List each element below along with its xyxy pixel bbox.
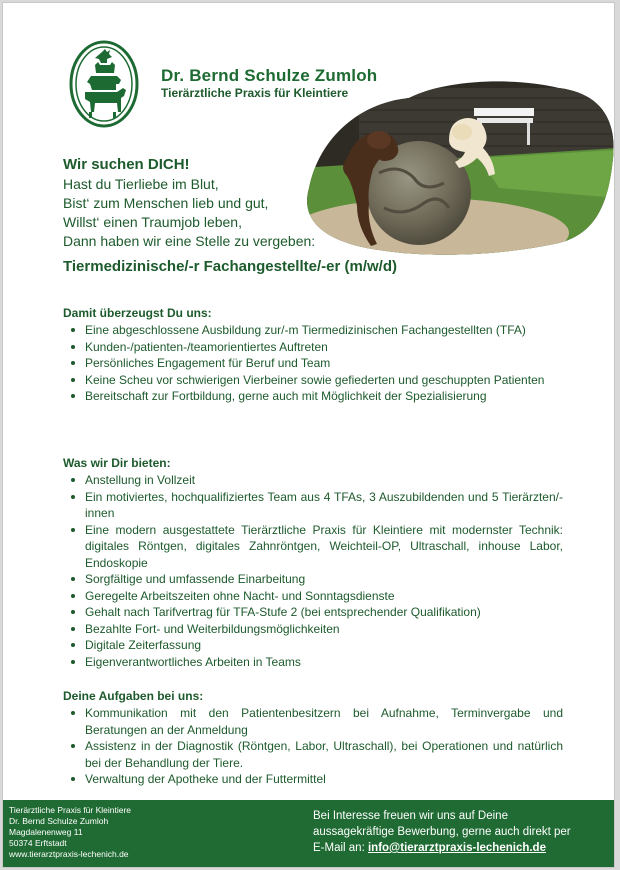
list-item: Eine abgeschlossene Ausbildung zur/-m Tiermedizinischen Fachangestellten (TFA)	[63, 322, 563, 339]
dogs-on-globe-photo	[299, 58, 615, 258]
address-line: Tierärztliche Praxis für Kleintiere	[9, 805, 132, 815]
email-link[interactable]: info@tierarztpraxis-lechenich.de	[367, 842, 546, 854]
practice-subtitle: Tierärztliche Praxis für Kleintiere	[161, 86, 349, 100]
offer-heading: Was wir Dir bieten:	[63, 456, 171, 470]
address-line: Magdalenenweg 11	[9, 827, 83, 837]
tasks-list	[63, 705, 563, 788]
list-item: Keine Scheu vor schwierigen Vierbeiner sowie gefiederten und geschuppten Patienten	[63, 372, 563, 389]
list-item: Persönliches Engagement für Beruf und Team	[63, 355, 563, 372]
list-item: Kunden-/patienten-/teamorientiertes Auftreten	[63, 339, 563, 356]
footer-address	[9, 805, 131, 860]
cta-line: Bei Interesse freuen wir uns auf Deine	[313, 810, 508, 822]
tasks-heading: Deine Aufgaben bei uns:	[63, 689, 204, 703]
offer-list	[63, 472, 563, 670]
list-item: Kommunikation mit den Patientenbesitzern bei Aufnahme, Terminvergabe und Beratungen an der Anmeldung	[63, 705, 563, 738]
headline-line: Dann haben wir eine Stelle zu vergeben:	[63, 233, 316, 249]
list-item: Ein motiviertes, hochqualifiziertes Team aus 4 TFAs, 3 Auszubildenden und 5 Tierärzten/-innen	[63, 489, 563, 522]
cta-email-line	[313, 840, 611, 856]
headline-line: Hast du Tierliebe im Blut,	[63, 176, 219, 192]
list-item: Eigenverantwortliches Arbeiten in Teams	[63, 654, 563, 671]
headline-block	[63, 155, 315, 251]
headline-line: Bist‘ zum Menschen lieb und gut,	[63, 195, 269, 211]
requirements-heading: Damit überzeugst Du uns:	[63, 306, 212, 320]
footer-call-to-action	[313, 808, 611, 856]
list-item: Bereitschaft zur Fortbildung, gerne auch mit Möglichkeit der Spezialisierung	[63, 388, 563, 405]
list-item: Bezahlte Fort- und Weiterbildungsmöglichkeiten	[63, 621, 563, 638]
requirements-section	[63, 306, 563, 405]
address-line: Dr. Bernd Schulze Zumloh	[9, 816, 109, 826]
headline-line: Willst‘ einen Traumjob leben,	[63, 214, 242, 230]
list-item: Assistenz in der Diagnostik (Röntgen, Labor, Ultraschall), bei Operationen und natürlich bei der Behandlung der Tiere.	[63, 738, 563, 771]
list-item: Geregelte Arbeitszeiten ohne Nacht- und Sonntagsdienste	[63, 588, 563, 605]
cta-line: aussagekräftige Bewerbung, gerne auch direkt per	[313, 826, 571, 838]
list-item: Sorgfältige und umfassende Einarbeitung	[63, 571, 563, 588]
job-title: Tiermedizinische/-r Fachangestellte/-er (m/w/d)	[63, 258, 397, 275]
practice-name: Dr. Bernd Schulze Zumloh	[161, 66, 378, 85]
footer-bar	[3, 800, 614, 868]
headline-title: Wir suchen DICH!	[63, 156, 190, 173]
list-item: Gehalt nach Tarifvertrag für TFA-Stufe 2 (bei entsprechender Qualifikation)	[63, 604, 563, 621]
job-posting-page	[2, 2, 615, 868]
website-link[interactable]: www.tierarztpraxis-lechenich.de	[9, 849, 129, 859]
tasks-section	[63, 689, 563, 788]
cta-email-prefix: E-Mail an:	[313, 842, 368, 854]
list-item: Eine modern ausgestattete Tierärztliche Praxis für Kleintiere mit modernster Technik: digitales Röntgen, digitales Zahnröntgen, Weichteil-OP, Ultraschall, inhouse Labor, Endoskopie	[63, 522, 563, 572]
address-line: 50374 Erftstadt	[9, 838, 67, 848]
list-item: Digitale Zeiterfassung	[63, 637, 563, 654]
offer-section	[63, 456, 563, 670]
list-item: Verwaltung der Apotheke und der Futtermittel	[63, 771, 563, 788]
requirements-list	[63, 322, 563, 405]
practice-logo-icon	[69, 40, 139, 128]
list-item: Anstellung in Vollzeit	[63, 472, 563, 489]
